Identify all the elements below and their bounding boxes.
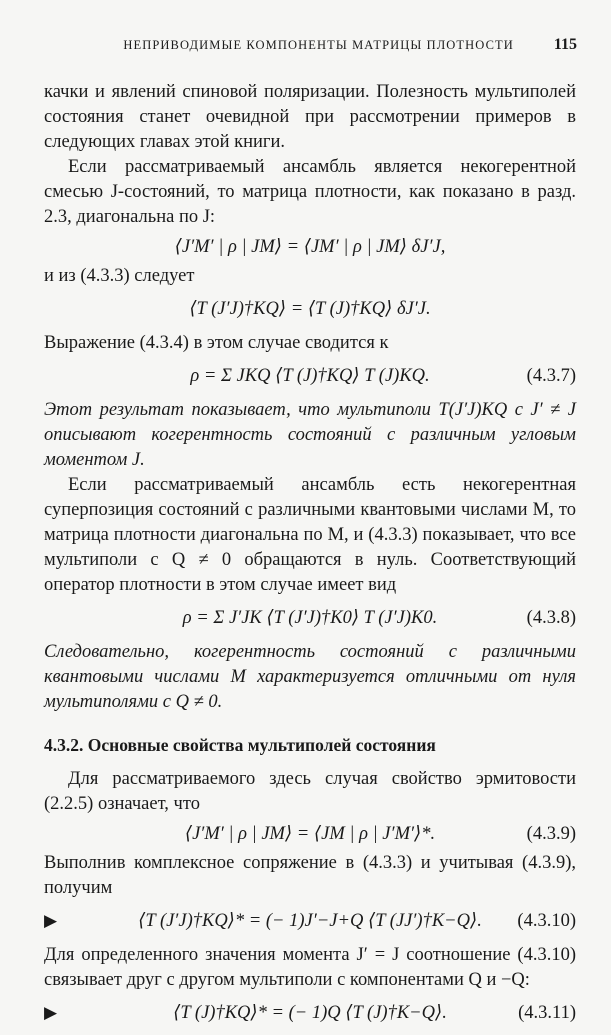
- page-number: 115: [553, 36, 577, 53]
- triangle-marker-icon: ▶: [44, 1003, 58, 1022]
- equation-text: ⟨T (J′J)†KQ⟩ = ⟨T (J)†KQ⟩ δJ′J.: [189, 299, 431, 319]
- equation-text: ρ = Σ JKQ ⟨T (J)†KQ⟩ T (J)KQ.: [190, 366, 430, 386]
- equation-4-3-10: [44, 901, 576, 943]
- paragraph-4: Выражение (4.3.4) в этом случае сводится к: [44, 333, 389, 353]
- paragraph-5-italic: Этот результат показывает, что мультиполи T(J′J)KQ с J′ ≠ J описывают когерентность состояний с различным угловым моментом J.: [44, 400, 576, 470]
- triangle-marker-icon: ▶: [44, 911, 58, 930]
- equation-number: (4.3.10): [517, 911, 576, 931]
- equation-text: ⟨T (J)†KQ⟩* = (− 1)Q ⟨T (J)†K−Q⟩.: [173, 1003, 447, 1023]
- equation-4-3-8: [44, 598, 576, 640]
- running-head: НЕПРИВОДИМЫЕ КОМПОНЕНТЫ МАТРИЦЫ ПЛОТНОСТИ: [123, 38, 514, 52]
- equation-4-3-7: [44, 356, 576, 398]
- paragraph-6: Если рассматриваемый ансамбль есть некогерентная суперпозиция состояний с различными квантовыми числами M, то матрица плотности диагональна по M, и (4.3.3) показывает, что все мультиполи с Q ≠ 0 обращаются в нуль. Соответствующий оператор плотности в этом случае имеет вид: [44, 475, 576, 595]
- paragraph-1: качки и явлений спиновой поляризации. Полезность мультиполей состояния станет очевидной при рассмотрении примеров в следующих главах этой книги.: [44, 82, 576, 152]
- equation-multipole-delta: [44, 289, 576, 331]
- page-body: [44, 80, 576, 1035]
- equation-text: ⟨J′M′ | ρ | JM⟩ = ⟨JM′ | ρ | JM⟩ δJ′J,: [174, 237, 446, 257]
- section-heading: 4.3.2. Основные свойства мультиполей состояния: [44, 735, 436, 755]
- equation-text: ⟨T (J′J)†KQ⟩* = (− 1)J′−J+Q ⟨T (JJ′)†K−Q⟩.: [138, 911, 482, 931]
- equation-diagonal-j: [44, 230, 576, 264]
- equation-4-3-11: [44, 993, 576, 1035]
- equation-text: ρ = Σ J′JK ⟨T (J′J)†K0⟩ T (J′J)K0.: [182, 608, 438, 628]
- paragraph-2: Если рассматриваемый ансамбль является некогерентной смесью J-состояний, то матрица плотности, как показано в разд. 2.3, диагональна по J:: [44, 157, 576, 227]
- equation-number: (4.3.7): [526, 366, 576, 386]
- paragraph-7-italic: Следовательно, когерентность состояний с различными квантовыми числами M характеризуется отличными от нуля мультиполями с Q ≠ 0.: [44, 642, 576, 712]
- paragraph-9: Выполнив комплексное сопряжение в (4.3.3) и учитывая (4.3.9), получим: [44, 853, 576, 898]
- equation-number: (4.3.11): [518, 1003, 576, 1023]
- equation-number: (4.3.9): [526, 824, 576, 844]
- page-header: [44, 36, 577, 54]
- paragraph-3: и из (4.3.3) следует: [44, 266, 195, 286]
- paragraph-8: Для рассматриваемого здесь случая свойство эрмитовости (2.2.5) означает, что: [44, 769, 576, 814]
- equation-number: (4.3.8): [526, 608, 576, 628]
- equation-text: ⟨J′M′ | ρ | JM⟩ = ⟨JM | ρ | J′M′⟩*.: [184, 824, 436, 844]
- equation-4-3-9: [44, 817, 576, 851]
- paragraph-10: Для определенного значения момента J′ = J соотношение (4.3.10) связывает друг с другом мультиполи с компонентами Q и −Q:: [44, 945, 576, 990]
